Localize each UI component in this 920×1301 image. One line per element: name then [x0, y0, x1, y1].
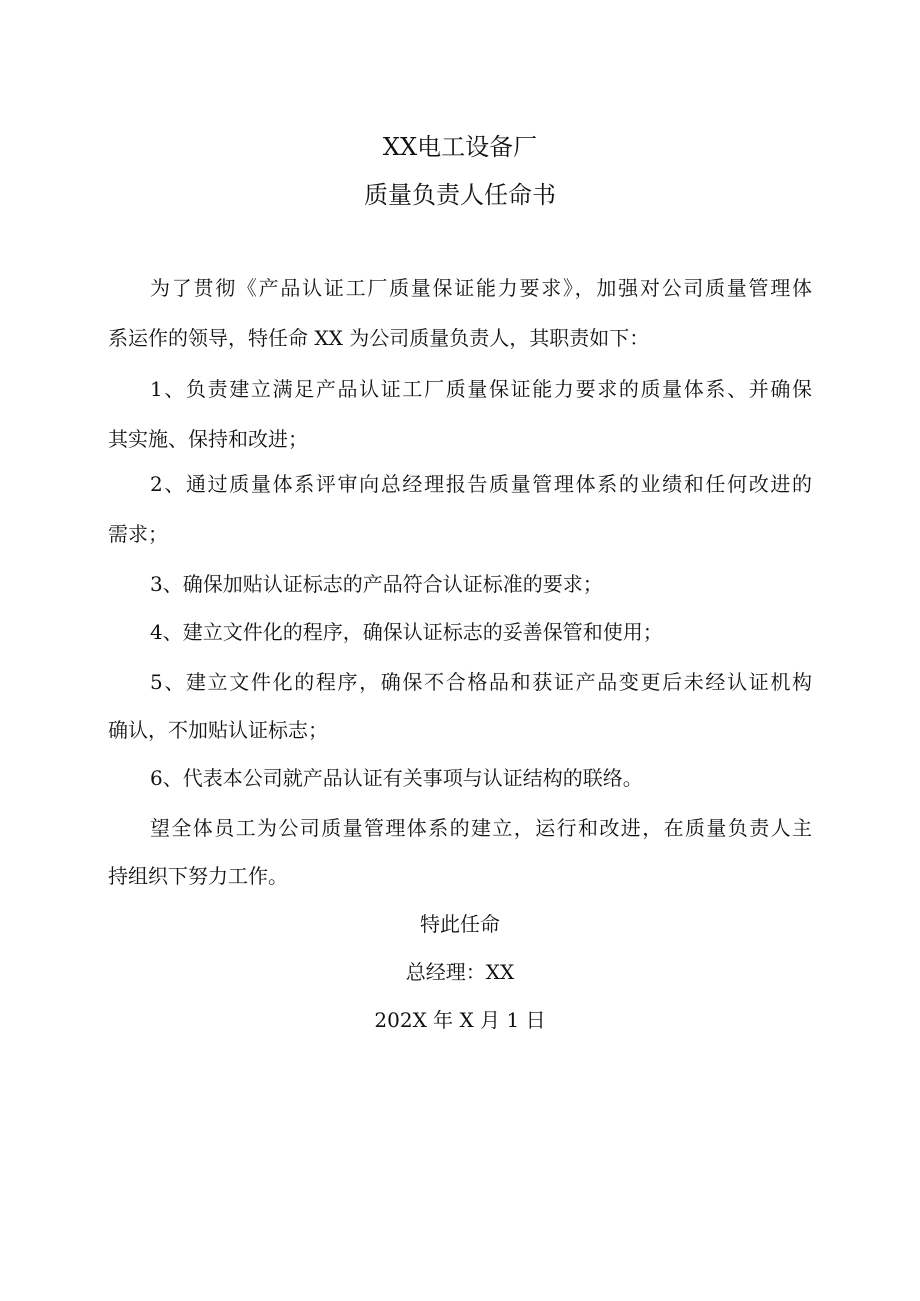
- intro-line-2: 系运作的领导，特任命 XX 为公司质量负责人，其职责如下：: [108, 326, 650, 350]
- company-title: XX电工设备厂: [382, 133, 538, 161]
- document-date: 202X 年 X 月 1 日: [374, 1008, 546, 1032]
- duty-5-line-2: 确认，不加贴认证标志；: [108, 718, 328, 742]
- duty-3: 3、确保加贴认证标志的产品符合认证标准的要求；: [150, 572, 603, 596]
- duty-4: 4、建立文件化的程序，确保认证标志的妥善保管和使用；: [150, 620, 663, 644]
- duty-1-line-1: 1、负责建立满足产品认证工厂质量保证能力要求的质量体系、并确保: [150, 377, 812, 401]
- appointment-statement: 特此任命: [420, 912, 500, 936]
- closing-line-1: 望全体员工为公司质量管理体系的建立，运行和改进，在质量负责人主: [150, 816, 812, 840]
- general-manager-signature: 总经理：XX: [405, 960, 515, 984]
- duty-2-line-2: 需求；: [108, 522, 168, 546]
- closing-line-2: 持组织下努力工作。: [108, 864, 288, 888]
- document-title: 质量负责人任命书: [364, 181, 556, 209]
- intro-line-1: 为了贯彻《产品认证工厂质量保证能力要求》，加强对公司质量管理体: [150, 276, 812, 300]
- duty-5-line-1: 5、建立文件化的程序，确保不合格品和获证产品变更后未经认证机构: [150, 670, 812, 694]
- duty-2-line-1: 2、通过质量体系评审向总经理报告质量管理体系的业绩和任何改进的: [150, 472, 812, 496]
- duty-1-line-2: 其实施、保持和改进；: [108, 427, 308, 451]
- duty-6: 6、代表本公司就产品认证有关事项与认证结构的联络。: [150, 766, 643, 790]
